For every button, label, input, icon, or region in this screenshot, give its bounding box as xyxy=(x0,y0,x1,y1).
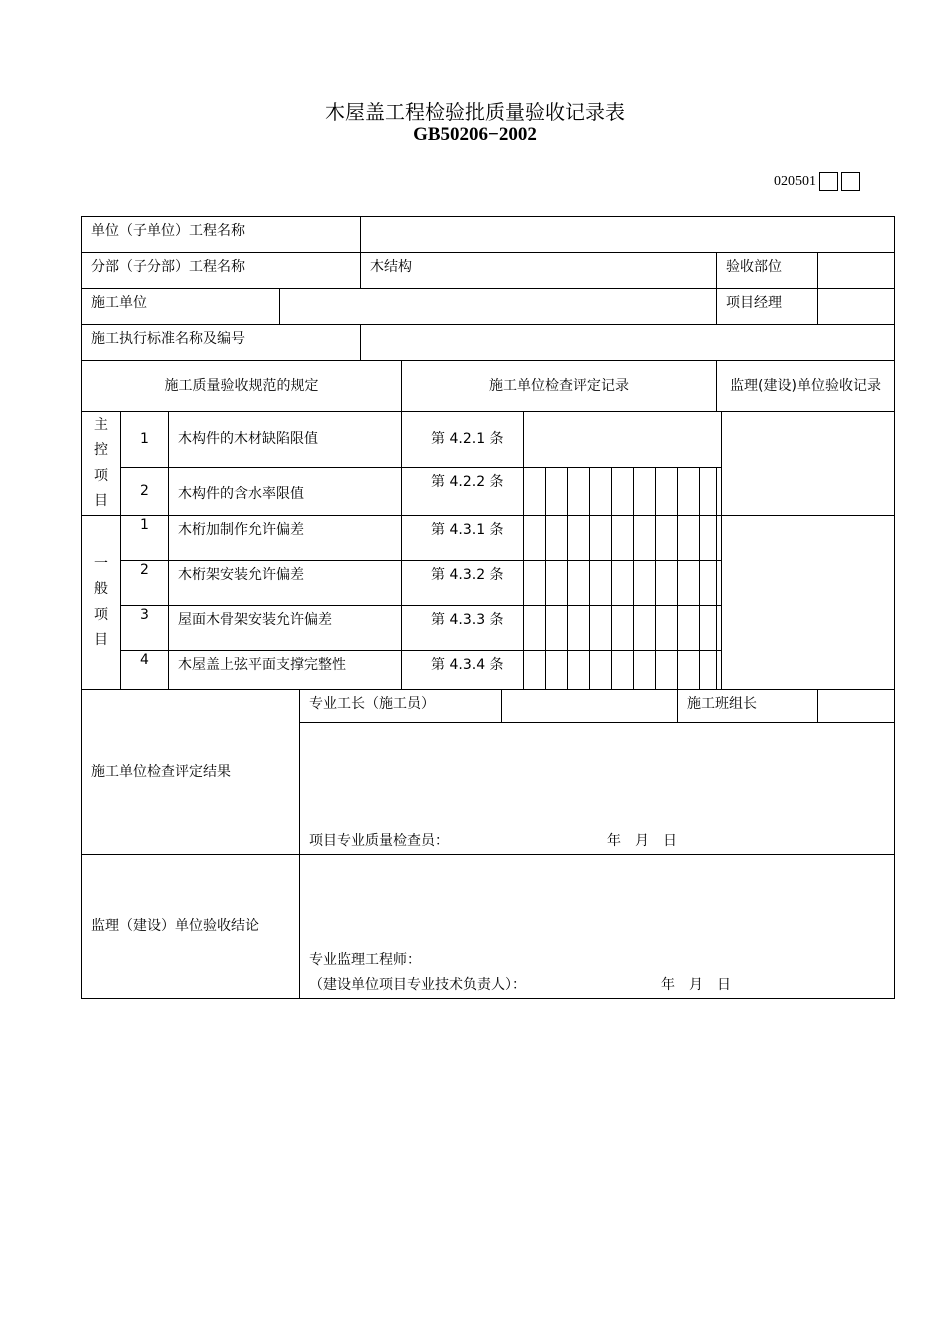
record-cell[interactable] xyxy=(634,516,656,561)
record-cell[interactable] xyxy=(717,606,722,651)
record-cell[interactable] xyxy=(634,561,656,606)
record-cell[interactable] xyxy=(568,561,590,606)
record-cell[interactable] xyxy=(590,606,612,651)
record-cell[interactable] xyxy=(717,561,722,606)
project-name-field[interactable] xyxy=(361,217,895,253)
record-cell[interactable] xyxy=(678,468,700,516)
record-cell[interactable] xyxy=(656,468,678,516)
contractor-result-area[interactable] xyxy=(300,723,895,855)
acceptance-part-label: 验收部位 xyxy=(717,253,818,289)
general-item-4-clause: 第 4.3.4 条 xyxy=(402,651,524,690)
record-cell[interactable] xyxy=(700,516,717,561)
record-cell[interactable] xyxy=(524,561,546,606)
record-cell[interactable] xyxy=(612,561,634,606)
record-cell[interactable] xyxy=(634,606,656,651)
record-cell[interactable] xyxy=(568,606,590,651)
form-code xyxy=(774,172,860,191)
record-cell[interactable] xyxy=(590,561,612,606)
general-item-3-clause: 第 4.3.3 条 xyxy=(402,606,524,651)
inspection-table xyxy=(81,216,895,999)
main-control-label xyxy=(82,412,121,516)
record-cell[interactable] xyxy=(590,468,612,516)
supervisor-record-column-header: 监理(建设)单位验收记录 xyxy=(717,361,895,412)
record-cell[interactable] xyxy=(678,561,700,606)
main-item-1-clause: 第 4.2.1 条 xyxy=(402,412,524,468)
owner-representative-label: （建设单位项目专业技术负责人）： xyxy=(309,977,526,993)
team-leader-label: 施工班组长 xyxy=(678,690,818,723)
general-item-2-number: 2 xyxy=(121,561,169,606)
general-item-2-name: 木桁架安装允许偏差 xyxy=(169,561,402,606)
acceptance-part-field[interactable] xyxy=(818,253,895,289)
foreman-field[interactable] xyxy=(502,690,678,723)
general-item-3-name: 屋面木骨架安装允许偏差 xyxy=(169,606,402,651)
sub-project-value[interactable]: 木结构 xyxy=(361,253,717,289)
record-cell[interactable] xyxy=(524,468,546,516)
record-cell[interactable] xyxy=(612,606,634,651)
record-cell[interactable] xyxy=(546,468,568,516)
record-cell[interactable] xyxy=(656,606,678,651)
form-title: 木屋盖工程检验批质量验收记录表 xyxy=(325,100,625,124)
standard-field[interactable] xyxy=(361,325,895,361)
main-control-supervisor-record[interactable] xyxy=(722,412,895,516)
general-label-text: 一 般 项 目 xyxy=(94,556,108,648)
record-cell[interactable] xyxy=(568,651,590,690)
record-cell[interactable] xyxy=(612,468,634,516)
record-cell[interactable] xyxy=(678,516,700,561)
record-cell[interactable] xyxy=(590,516,612,561)
record-cell[interactable] xyxy=(656,516,678,561)
record-cell[interactable] xyxy=(656,561,678,606)
main-item-1-record[interactable] xyxy=(524,412,722,468)
general-item-1-name: 木桁加制作允许偏差 xyxy=(169,516,402,561)
record-cell[interactable] xyxy=(546,561,568,606)
project-manager-label: 项目经理 xyxy=(717,289,818,325)
record-cell[interactable] xyxy=(700,651,717,690)
general-item-2-clause: 第 4.3.2 条 xyxy=(402,561,524,606)
general-item-1-clause: 第 4.3.1 条 xyxy=(402,516,524,561)
form-code-number: 020501 xyxy=(774,173,816,189)
supervisor-result-label: 监理（建设）单位验收结论 xyxy=(82,855,300,999)
record-cell[interactable] xyxy=(590,651,612,690)
supervisor-date-label: 年 月 日 xyxy=(661,977,731,993)
main-item-2-clause: 第 4.2.2 条 xyxy=(402,468,524,516)
record-cell[interactable] xyxy=(634,651,656,690)
general-label xyxy=(82,516,121,690)
contractor-label: 施工单位 xyxy=(82,289,280,325)
record-cell[interactable] xyxy=(656,651,678,690)
record-cell[interactable] xyxy=(546,651,568,690)
project-manager-field[interactable] xyxy=(818,289,895,325)
inspector-label: 项目专业质量检查员： xyxy=(309,833,449,849)
foreman-label: 专业工长（施工员） xyxy=(300,690,502,723)
record-cell[interactable] xyxy=(717,651,722,690)
record-cell[interactable] xyxy=(678,606,700,651)
contractor-field[interactable] xyxy=(280,289,717,325)
sub-project-label: 分部（子分部）工程名称 xyxy=(82,253,361,289)
standard-label: 施工执行标准名称及编号 xyxy=(82,325,361,361)
general-item-3-number: 3 xyxy=(121,606,169,651)
spec-column-header: 施工质量验收规范的规定 xyxy=(82,361,402,412)
record-cell[interactable] xyxy=(546,516,568,561)
record-cell[interactable] xyxy=(678,651,700,690)
team-leader-field[interactable] xyxy=(818,690,895,723)
record-cell[interactable] xyxy=(700,561,717,606)
project-name-label: 单位（子单位）工程名称 xyxy=(82,217,361,253)
general-supervisor-record[interactable] xyxy=(722,516,895,690)
record-cell[interactable] xyxy=(700,468,717,516)
record-cell[interactable] xyxy=(524,606,546,651)
main-item-2-number: 2 xyxy=(121,468,169,516)
supervisor-result-area[interactable] xyxy=(300,855,895,999)
record-cell[interactable] xyxy=(717,468,722,516)
record-cell[interactable] xyxy=(568,516,590,561)
supervisor-engineer-label: 专业监理工程师： xyxy=(309,952,421,968)
main-item-1-name: 木构件的木材缺陷限值 xyxy=(169,412,402,468)
record-cell[interactable] xyxy=(612,651,634,690)
main-item-1-number: 1 xyxy=(121,412,169,468)
contractor-date-label: 年 月 日 xyxy=(607,833,677,849)
record-cell[interactable] xyxy=(524,651,546,690)
contractor-result-label: 施工单位检查评定结果 xyxy=(82,690,300,855)
record-cell[interactable] xyxy=(634,468,656,516)
standard-code: GB50206−2002 xyxy=(413,124,537,145)
main-control-label-text: 主 控 项 目 xyxy=(94,417,108,509)
record-cell[interactable] xyxy=(612,516,634,561)
general-item-4-number: 4 xyxy=(121,651,169,690)
record-cell[interactable] xyxy=(568,468,590,516)
contractor-record-column-header: 施工单位检查评定记录 xyxy=(402,361,717,412)
general-item-1-number: 1 xyxy=(121,516,169,561)
record-cell[interactable] xyxy=(524,516,546,561)
code-box-2[interactable] xyxy=(841,172,860,191)
code-box-1[interactable] xyxy=(819,172,838,191)
record-cell[interactable] xyxy=(546,606,568,651)
general-item-4-name: 木屋盖上弦平面支撑完整性 xyxy=(169,651,402,690)
main-item-2-name: 木构件的含水率限值 xyxy=(169,468,402,516)
record-cell[interactable] xyxy=(700,606,717,651)
